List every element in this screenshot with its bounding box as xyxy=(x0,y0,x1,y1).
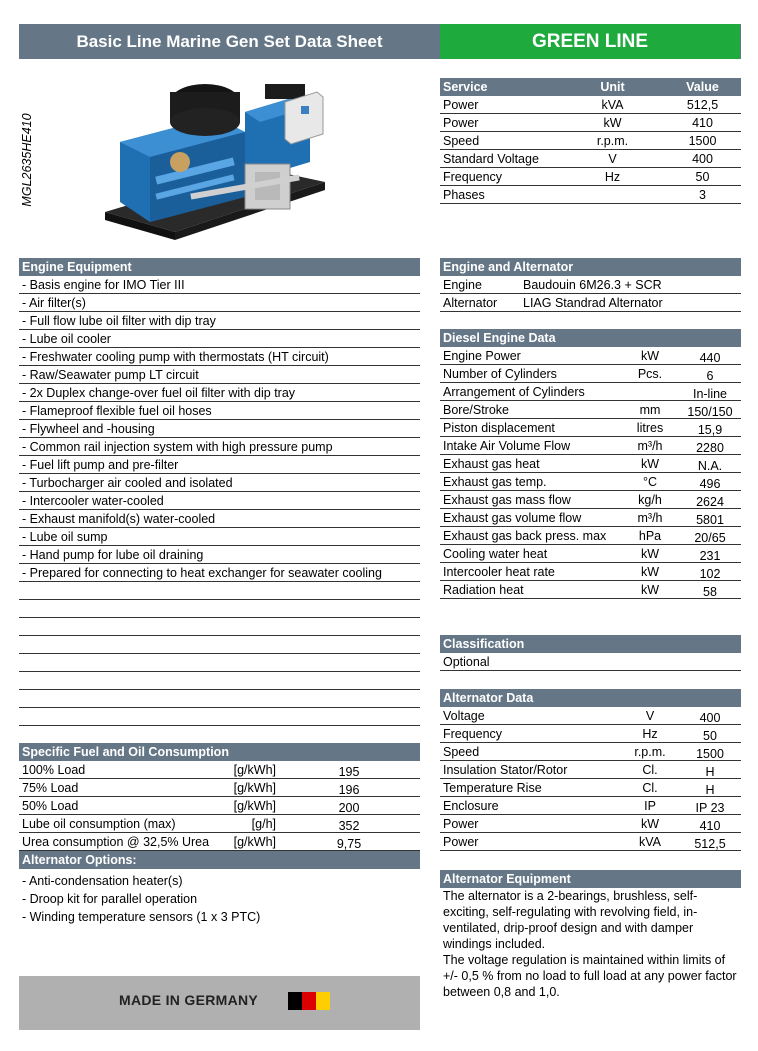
service-name: Power xyxy=(443,116,479,130)
diesel-value: 496 xyxy=(699,477,721,491)
diesel-row xyxy=(440,491,741,509)
equipment-item-text: - Raw/Seawater pump LT circuit xyxy=(22,368,199,382)
service-unit: kVA xyxy=(601,98,624,112)
diesel-row xyxy=(440,437,741,455)
diesel-value: 20/65 xyxy=(694,531,726,545)
alt-value: 400 xyxy=(699,711,721,725)
fuel-value: 200 xyxy=(338,801,360,815)
alternator-option-item: - Anti-condensation heater(s) xyxy=(22,874,183,888)
alternator-data-header: Alternator Data xyxy=(440,689,741,707)
diesel-label: Piston displacement xyxy=(443,421,555,435)
diesel-unit: hPa xyxy=(638,529,662,543)
fuel-row xyxy=(19,797,420,815)
service-value: 1500 xyxy=(688,134,717,148)
alternator-data-row xyxy=(440,815,741,833)
diesel-value: 231 xyxy=(699,549,721,563)
alt-label: Temperature Rise xyxy=(443,781,542,795)
alternator-equipment-section xyxy=(440,870,741,1000)
fuel-value: 352 xyxy=(338,819,360,833)
diesel-unit: m³/h xyxy=(637,439,663,453)
service-value: 400 xyxy=(692,152,713,166)
ea-label: Alternator xyxy=(443,296,498,310)
equipment-item-text: - Prepared for connecting to heat exchanger for seawater cooling xyxy=(22,566,382,580)
alt-value: 50 xyxy=(703,729,717,743)
diesel-engine-section xyxy=(440,329,741,599)
diesel-label: Radiation heat xyxy=(443,583,524,597)
service-unit: r.p.m. xyxy=(596,134,629,148)
alternator-equipment-para2: The voltage regulation is maintained within limits of +/- 0,5 % from no load to full load at any power factor between 0,8 and 1,0. xyxy=(443,953,737,999)
diesel-value: 150/150 xyxy=(687,405,733,419)
ea-value: LIAG Standrad Alternator xyxy=(523,296,663,310)
diesel-unit: °C xyxy=(642,475,658,489)
equipment-item xyxy=(19,546,420,564)
engine-alternator-section xyxy=(440,258,741,312)
alt-unit: V xyxy=(645,709,655,723)
diesel-value: 2280 xyxy=(696,441,724,455)
equipment-item-text: - Hand pump for lube oil draining xyxy=(22,548,204,562)
equipment-item xyxy=(19,438,420,456)
service-unit: kW xyxy=(603,116,622,130)
service-name: Power xyxy=(443,98,479,112)
classification-section xyxy=(440,635,741,671)
equipment-item-text: - Lube oil cooler xyxy=(22,332,111,346)
service-table xyxy=(440,78,741,204)
fuel-row xyxy=(19,779,420,797)
diesel-unit: kW xyxy=(640,565,660,579)
diesel-value: 58 xyxy=(703,585,717,599)
alt-value: H xyxy=(705,765,715,779)
service-name: Standard Voltage xyxy=(443,152,539,166)
alt-value: 410 xyxy=(699,819,721,833)
diesel-label: Exhaust gas volume flow xyxy=(443,511,582,525)
alt-unit: kVA xyxy=(639,835,661,849)
ea-label: Engine xyxy=(443,278,482,292)
engine-alternator-row xyxy=(440,276,741,294)
equipment-item xyxy=(19,384,420,402)
service-name: Speed xyxy=(443,134,480,148)
alt-unit: IP xyxy=(644,799,656,813)
fuel-row xyxy=(19,833,420,851)
empty-line xyxy=(19,600,420,618)
alternator-data-section xyxy=(440,689,741,851)
equipment-item-text: - Fuel lift pump and pre-filter xyxy=(22,458,179,472)
diesel-label: Exhaust gas back press. max xyxy=(443,529,607,543)
alt-value: 512,5 xyxy=(694,837,726,851)
service-row xyxy=(440,168,741,186)
alt-label: Speed xyxy=(443,745,480,759)
alternator-data-row xyxy=(440,833,741,851)
diesel-value: 440 xyxy=(699,351,721,365)
equipment-item-text: - Lube oil sump xyxy=(22,530,108,544)
diesel-unit: Pcs. xyxy=(637,367,663,381)
equipment-item-text: - Full flow lube oil filter with dip tray xyxy=(22,314,216,328)
fuel-value: 9,75 xyxy=(336,837,362,851)
diesel-label: Exhaust gas heat xyxy=(443,457,540,471)
service-value: 410 xyxy=(692,116,713,130)
fuel-unit: [g/kWh] xyxy=(233,781,276,795)
classification-header: Classification xyxy=(440,635,741,653)
fuel-label: 50% Load xyxy=(22,799,79,813)
diesel-unit: litres xyxy=(636,421,664,435)
diesel-row xyxy=(440,401,741,419)
diesel-row xyxy=(440,581,741,599)
genset-image xyxy=(95,72,330,244)
diesel-engine-header: Diesel Engine Data xyxy=(440,329,741,347)
model-code-label: MGL2635HE410 xyxy=(20,113,34,207)
equipment-item-text: - Freshwater cooling pump with thermostats (HT circuit) xyxy=(22,350,329,364)
diesel-unit: kW xyxy=(640,583,660,597)
diesel-row xyxy=(440,509,741,527)
diesel-unit: kg/h xyxy=(638,493,662,507)
alt-label: Power xyxy=(443,817,479,831)
flag-red-stripe xyxy=(302,992,316,1010)
service-name: Frequency xyxy=(443,170,503,184)
equipment-item xyxy=(19,456,420,474)
made-in-germany-banner xyxy=(19,976,420,1030)
fuel-value: 195 xyxy=(338,765,360,779)
made-in-germany-text: MADE IN GERMANY xyxy=(119,992,259,1008)
equipment-item xyxy=(19,348,420,366)
equipment-item xyxy=(19,492,420,510)
ea-value: Baudouin 6M26.3 + SCR xyxy=(523,278,662,292)
fuel-consumption-section xyxy=(19,743,420,926)
classification-row: Optional xyxy=(440,653,741,671)
alternator-data-row xyxy=(440,761,741,779)
equipment-item-text: - Basis engine for IMO Tier III xyxy=(22,278,185,292)
fuel-label: 100% Load xyxy=(22,763,86,777)
engine-equipment-header: Engine Equipment xyxy=(19,258,420,276)
diesel-unit: m³/h xyxy=(637,511,663,525)
alt-value: 1500 xyxy=(696,747,724,761)
service-row xyxy=(440,114,741,132)
diesel-label: Number of Cylinders xyxy=(443,367,557,381)
fuel-unit: [g/kWh] xyxy=(233,835,276,849)
equipment-item xyxy=(19,312,420,330)
alt-value: H xyxy=(705,783,715,797)
alt-label: Power xyxy=(443,835,479,849)
diesel-label: Arrangement of Cylinders xyxy=(443,385,585,399)
engine-alternator-row xyxy=(440,294,741,312)
diesel-value: In-line xyxy=(692,387,728,401)
diesel-row xyxy=(440,455,741,473)
service-unit: V xyxy=(608,152,617,166)
empty-line xyxy=(19,672,420,690)
equipment-item xyxy=(19,420,420,438)
engine-alternator-header: Engine and Alternator xyxy=(440,258,741,276)
fuel-value: 196 xyxy=(338,783,360,797)
alt-unit: Cl. xyxy=(642,763,658,777)
equipment-item-text: - Flywheel and -housing xyxy=(22,422,155,436)
alt-label: Frequency xyxy=(443,727,503,741)
empty-line xyxy=(19,618,420,636)
fuel-row xyxy=(19,815,420,833)
empty-line xyxy=(19,708,420,726)
fuel-unit: [g/kWh] xyxy=(233,799,276,813)
equipment-item xyxy=(19,528,420,546)
alternator-data-row xyxy=(440,743,741,761)
alt-unit: Cl. xyxy=(642,781,658,795)
diesel-unit: kW xyxy=(640,457,660,471)
diesel-label: Engine Power xyxy=(443,349,521,363)
diesel-value: 102 xyxy=(699,567,721,581)
diesel-unit: kW xyxy=(640,349,660,363)
service-row xyxy=(440,186,741,204)
diesel-value: N.A. xyxy=(697,459,723,473)
alternator-option-item: - Winding temperature sensors (1 x 3 PTC) xyxy=(22,910,261,924)
engine-equipment-section xyxy=(19,258,420,726)
fuel-label: Lube oil consumption (max) xyxy=(22,817,176,831)
diesel-row xyxy=(440,347,741,365)
header-bar xyxy=(19,24,741,59)
service-row xyxy=(440,96,741,114)
alternator-data-row xyxy=(440,707,741,725)
alternator-option-item: - Droop kit for parallel operation xyxy=(22,892,198,906)
empty-line xyxy=(19,690,420,708)
alternator-equipment-para1: The alternator is a 2-bearings, brushless, self-exciting, self-regulating with revolving field, in-ventilated, drip-proof design and with damper windings included. xyxy=(443,889,698,951)
diesel-value: 6 xyxy=(706,369,714,383)
equipment-item-text: - Air filter(s) xyxy=(22,296,86,310)
service-unit: Hz xyxy=(604,170,621,184)
diesel-row xyxy=(440,419,741,437)
equipment-item xyxy=(19,402,420,420)
diesel-label: Exhaust gas temp. xyxy=(443,475,547,489)
fuel-unit: [g/kWh] xyxy=(233,763,276,777)
alt-unit: Hz xyxy=(642,727,658,741)
diesel-row xyxy=(440,383,741,401)
fuel-row xyxy=(19,761,420,779)
fuel-label: 75% Load xyxy=(22,781,79,795)
equipment-item-text: - Common rail injection system with high pressure pump xyxy=(22,440,333,454)
equipment-item-text: - Flameproof flexible fuel oil hoses xyxy=(22,404,212,418)
diesel-row xyxy=(440,545,741,563)
alt-label: Voltage xyxy=(443,709,485,723)
service-name: Phases xyxy=(443,188,485,202)
equipment-item-text: - 2x Duplex change-over fuel oil filter with dip tray xyxy=(22,386,296,400)
alt-unit: r.p.m. xyxy=(634,745,666,759)
fuel-unit: [g/h] xyxy=(251,817,276,831)
alternator-options-header: Alternator Options: xyxy=(19,851,420,869)
empty-line xyxy=(19,636,420,654)
diesel-label: Cooling water heat xyxy=(443,547,548,561)
green-line-badge: GREEN LINE xyxy=(440,24,740,59)
equipment-item xyxy=(19,294,420,312)
diesel-row xyxy=(440,527,741,545)
service-value: 512,5 xyxy=(686,98,719,112)
diesel-label: Bore/Stroke xyxy=(443,403,510,417)
empty-line xyxy=(19,582,420,600)
service-value: 50 xyxy=(695,170,710,184)
service-table-header: Service Unit Value xyxy=(440,78,741,96)
empty-line xyxy=(19,654,420,672)
service-value: 3 xyxy=(699,188,706,202)
diesel-value: 5801 xyxy=(696,513,724,527)
flag-black-stripe xyxy=(288,992,302,1010)
fuel-consumption-header: Specific Fuel and Oil Consumption xyxy=(19,743,420,761)
equipment-item-text: - Exhaust manifold(s) water-cooled xyxy=(22,512,216,526)
equipment-item xyxy=(19,366,420,384)
alternator-data-row xyxy=(440,779,741,797)
diesel-row xyxy=(440,365,741,383)
page-title: Basic Line Marine Gen Set Data Sheet xyxy=(76,32,383,51)
diesel-label: Exhaust gas mass flow xyxy=(443,493,571,507)
alternator-data-row xyxy=(440,797,741,815)
alt-label: Insulation Stator/Rotor xyxy=(443,763,568,777)
diesel-label: Intercooler heat rate xyxy=(443,565,555,579)
alternator-data-row xyxy=(440,725,741,743)
equipment-item-text: - Turbocharger air cooled and isolated xyxy=(22,476,233,490)
equipment-item xyxy=(19,474,420,492)
alt-label: Enclosure xyxy=(443,799,499,813)
diesel-value: 15,9 xyxy=(697,423,723,437)
diesel-unit: mm xyxy=(639,403,661,417)
service-row xyxy=(440,132,741,150)
flag-gold-stripe xyxy=(316,992,330,1010)
equipment-item xyxy=(19,330,420,348)
alternator-equipment-header: Alternator Equipment xyxy=(440,870,741,888)
service-row xyxy=(440,150,741,168)
diesel-row xyxy=(440,563,741,581)
diesel-unit: kW xyxy=(640,547,660,561)
diesel-value: 2624 xyxy=(696,495,724,509)
alt-value: IP 23 xyxy=(695,801,725,815)
fuel-label: Urea consumption @ 32,5% Urea xyxy=(22,835,210,849)
alt-unit: kW xyxy=(640,817,660,831)
equipment-item xyxy=(19,510,420,528)
diesel-label: Intake Air Volume Flow xyxy=(443,439,571,453)
equipment-item-text: - Intercooler water-cooled xyxy=(22,494,164,508)
diesel-row xyxy=(440,473,741,491)
equipment-item xyxy=(19,564,420,582)
equipment-item xyxy=(19,276,420,294)
